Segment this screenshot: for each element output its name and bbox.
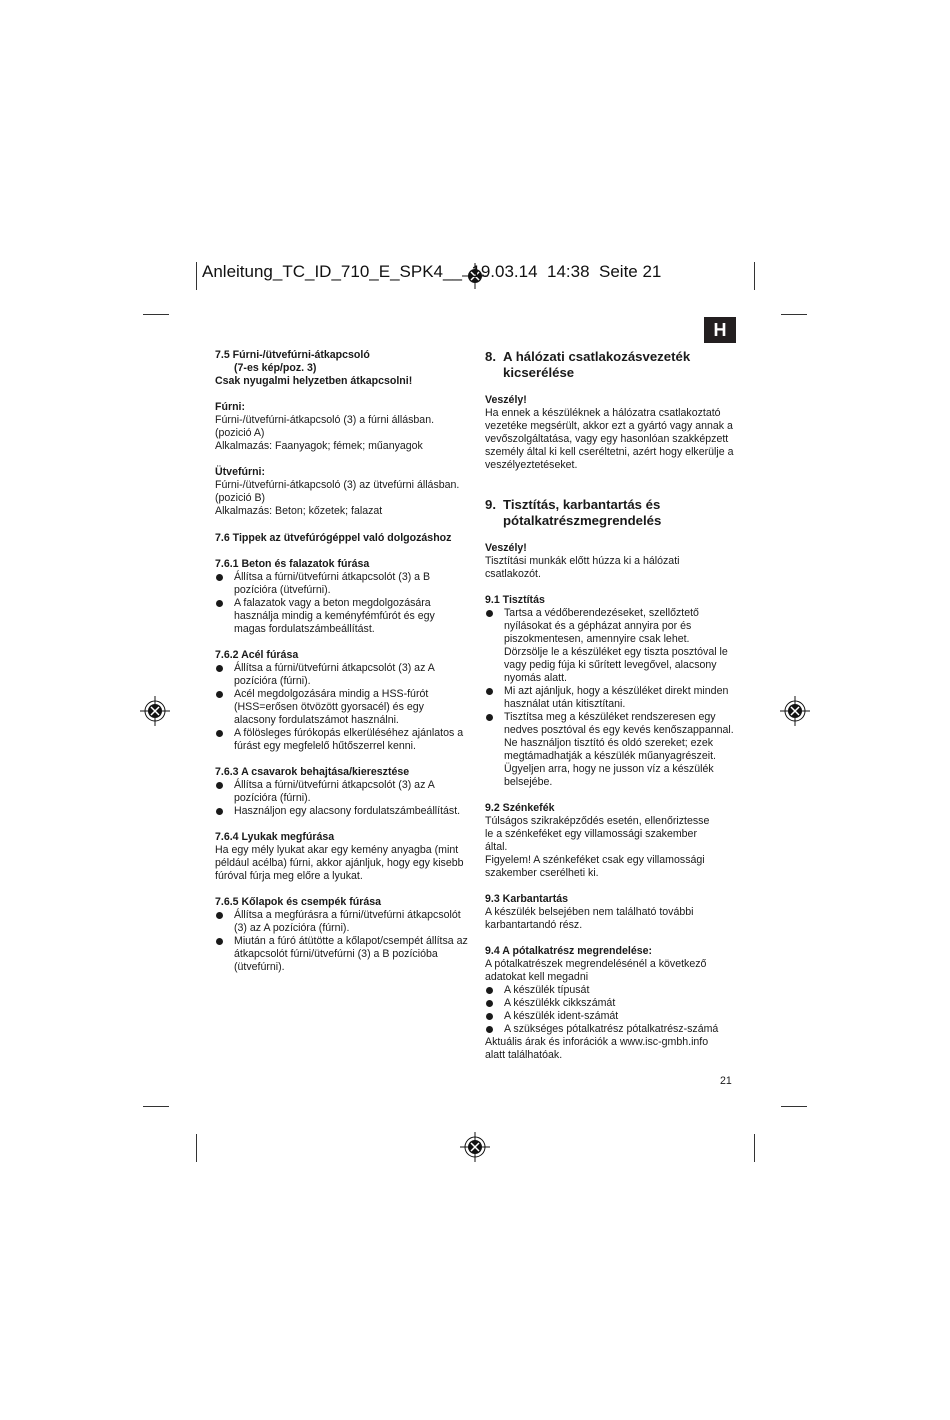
slug-filename: Anleitung_TC_ID_710_E_SPK4__ [202,262,462,281]
bullet-icon [486,1013,493,1020]
list-item [485,1010,745,1023]
list-item [215,571,470,597]
bullet-icon [216,730,223,737]
crop-mark [196,262,197,290]
list-item [215,727,470,753]
crop-mark [143,314,169,315]
chapter-heading [485,349,745,381]
registration-mark-icon [460,1132,490,1162]
crop-mark [196,1134,197,1162]
section-heading: 7.6 Tippek az ütvefúrógéppel való dolgozáshoz [215,532,452,544]
bullet-icon [486,688,493,695]
right-column [485,349,745,1062]
bullet-icon [216,691,223,698]
text-line: alatt találhatóak. [485,1049,563,1061]
bullet-icon [486,714,493,721]
text-line: Miután a fúró átütötte a kőlapot/csempét állítsa az [234,935,468,947]
text-line: karbantartandó rész. [485,919,583,931]
list-item [215,688,470,727]
text-line: veszélyeztetéseket. [485,459,578,471]
section-heading: 7.6.1 Beton és falazatok fúrása [215,558,370,570]
text-line: Tisztítsa meg a készüléket rendszeresen egy [504,711,716,723]
crop-mark [754,1134,755,1162]
section-heading: 7.6.3 A csavarok behajtása/kieresztése [215,766,410,778]
section-heading: 7.6.2 Acél fúrása [215,649,299,661]
section-note: Csak nyugalmi helyzetben átkapcsolni! [215,375,413,387]
text-line: átkapcsolót fúrni/ütvefúrni (3) a B pozícióba [234,948,438,960]
text-line: Állítsa a megfúrásra a fúrni/ütvefúrni átkapcsolót [234,909,461,921]
bullet-icon [216,912,223,919]
registration-mark-icon [780,696,810,726]
text-line: (pozició B) [215,492,266,504]
warning-label: Veszély! [485,394,527,406]
bullet-icon [486,610,493,617]
text-line: Acél megdolgozására mindig a HSS-fúrót [234,688,429,700]
list-item [215,935,470,974]
text-line: személy által ki kell cseréltetni, azért hogy elkerülje a [485,446,734,458]
text-line: vezetéke megsérült, akkor ezt a gyártó vagy annak a [485,420,733,432]
text-line: Állítsa a fúrni/ütvefúrni átkapcsolót (3) az A [234,779,435,791]
chapter-number: 8. [485,349,496,364]
text-line: Tartsa a védőberendezéseket, szellőztető [504,607,699,619]
text-line: Túlságos szikraképződés esetén, ellenőriztesse [485,815,710,827]
bullet-icon [216,808,223,815]
text-line: pozícióra (fúrni). [234,792,311,804]
text-line: Alkalmazás: Faanyagok; fémek; műanyagok [215,440,423,452]
text-line: (3) az A pozícióra (fúrni). [234,922,350,934]
text-line: belsejébe. [504,776,553,788]
text-line: adatokat kell megadni [485,971,589,983]
text-line: magas fordulatszámbeállítást. [234,623,375,635]
bullet-icon [486,987,493,994]
text-line: A készülék belsejében nem található további [485,906,694,918]
text-line: alacsony fordulatszámot használni. [234,714,399,726]
text-line: fúrást egy megfelelő hűtőszerrel kenni. [234,740,416,752]
text-line: A készülék ident-számát [504,1010,619,1022]
bullet-icon [216,782,223,789]
bullet-icon [216,600,223,607]
text-line: megtámadhatják a készülék műanyagrészeit. [504,750,716,762]
list-item [215,597,470,636]
text-line: pozícióra (ütvefúrni). [234,584,331,596]
text-line: A szükséges pótalkatrész pótalkatrész-számá [504,1023,719,1035]
text-line: vagy pedig fúja ki sűrített levegővel, alacsony [504,659,717,671]
text-line: Tisztítási munkák előtt húzza ki a hálózati [485,555,680,567]
text-line: Ha ennek a készüléknek a hálózatra csatlakoztató [485,407,721,419]
text-line: Aktuális árak és inforációk a www.isc-gmbh.info [485,1036,709,1048]
section-heading: 9.2 Szénkefék [485,802,555,814]
print-slug [202,262,661,282]
text-line: Használjon egy alacsony fordulatszámbeállítást. [234,805,461,817]
text-line: le a szénkeféket egy villamossági szakember [485,828,697,840]
text-line: használat után kitisztítani. [504,698,626,710]
list-item [485,685,745,711]
slug-time: 14:38 [547,262,590,281]
list-item [485,984,745,997]
list-item [215,909,470,935]
bullet-icon [216,574,223,581]
crop-mark [754,262,755,290]
list-item [485,607,745,685]
chapter-number: 9. [485,497,496,512]
text-line: nedves posztóval és egy kevés kenőszappannal. [504,724,734,736]
list-item [485,997,745,1010]
text-line: (pozició A) [215,427,265,439]
text-line: A falazatok vagy a beton megdolgozására [234,597,431,609]
section-heading: 9.1 Tisztítás [485,594,545,606]
chapter-title-line: A hálózati csatlakozásvezeték [503,349,691,364]
text-line: A fölösleges fúrókopás elkerüléséhez ajánlatos a [234,727,464,739]
section-heading: 7.6.4 Lyukak megfúrása [215,831,335,843]
text-line: Mi azt ajánljuk, hogy a készüléket direkt minden [504,685,729,697]
text-line: csatlakozót. [485,568,541,580]
section-heading: 7.5 Fúrni-/ütvefúrni-átkapcsoló [215,349,370,361]
text-line: Ügyeljen arra, hogy ne jusson víz a készülék [504,763,714,775]
text-line: A készülékk cikkszámát [504,997,616,1009]
text-line: Állítsa a fúrni/ütvefúrni átkapcsolót (3) a B [234,571,431,583]
crop-mark [781,314,807,315]
section-heading: 9.3 Karbantartás [485,893,569,905]
chapter-title-line: Tisztítás, karbantartás és [503,497,661,512]
bullet-icon [216,938,223,945]
text-line: fúróval fúrja meg előre a lyukat. [215,870,363,882]
text-line: vevőszolgáltatása, vagy egy hasonlóan szakképzett [485,433,729,445]
text-line: nyomás alatt. [504,672,568,684]
page-number: 21 [720,1075,732,1087]
crop-mark [143,1106,169,1107]
section-subheading: (7-es kép/poz. 3) [234,362,317,374]
list-item [215,805,470,818]
text-line: Állítsa a fúrni/ütvefúrni átkapcsolót (3) az A [234,662,435,674]
section-heading: 7.6.5 Kőlapok és csempék fúrása [215,896,382,908]
section-heading: 9.4 A pótalkatrész megrendelése: [485,945,653,957]
left-column [215,349,470,974]
text-line: (HSS=erősen ötvözött gyorsacél) és egy [234,701,424,713]
text-line: A készülék típusát [504,984,590,996]
text-line: által. [485,841,508,853]
text-line: Figyelem! A szénkeféket csak egy villamossági [485,854,705,866]
language-tab: H [704,317,736,343]
subheading: Fúrni: [215,401,246,413]
bullet-icon [486,1000,493,1007]
text-line: Ne használjon tisztító és oldó szereket; ezek [504,737,714,749]
list-item [215,662,470,688]
text-line: Ha egy mély lyukat akar egy kemény anyagba (mint [215,844,459,856]
list-item [485,1023,745,1036]
text-line: pozícióra (fúrni). [234,675,311,687]
warning-label: Veszély! [485,542,527,554]
slug-page: Seite 21 [599,262,662,281]
chapter-title-line: pótalkatrészmegrendelés [503,513,662,528]
text-line: (ütvefúrni). [234,961,285,973]
text-line: A pótalkatrészek megrendelésénél a következő [485,958,707,970]
text-line: például acélba) fúrni, akkor ajánljuk, hogy egy kisebb [215,857,464,869]
bullet-icon [486,1026,493,1033]
list-item [485,711,745,789]
subheading: Ütvefúrni: [215,466,266,478]
text-line: piszokmentesen, amennyire csak lehet. [504,633,690,645]
text-line: nyílásokat és a gépházat annyira por és [504,620,692,632]
list-item [215,779,470,805]
text-line: szakember cserélheti ki. [485,867,599,879]
text-line: Dörzsölje le a készüléket egy tiszta posztóval le [504,646,728,658]
registration-mark-icon [140,696,170,726]
text-line: Alkalmazás: Beton; kőzetek; falazat [215,505,383,517]
bullet-icon [216,665,223,672]
chapter-heading [485,497,745,529]
chapter-title-line: kicserélése [503,365,575,380]
text-line: használja mindig a keményfémfúrót és egy [234,610,435,622]
slug-date: 19.03.14 [471,262,538,281]
text-line: Fúrni-/ütvefúrni-átkapcsoló (3) az ütvefúrni állásban. [215,479,460,491]
text-line: Fúrni-/ütvefúrni-átkapcsoló (3) a fúrni állásban. [215,414,435,426]
crop-mark [781,1106,807,1107]
